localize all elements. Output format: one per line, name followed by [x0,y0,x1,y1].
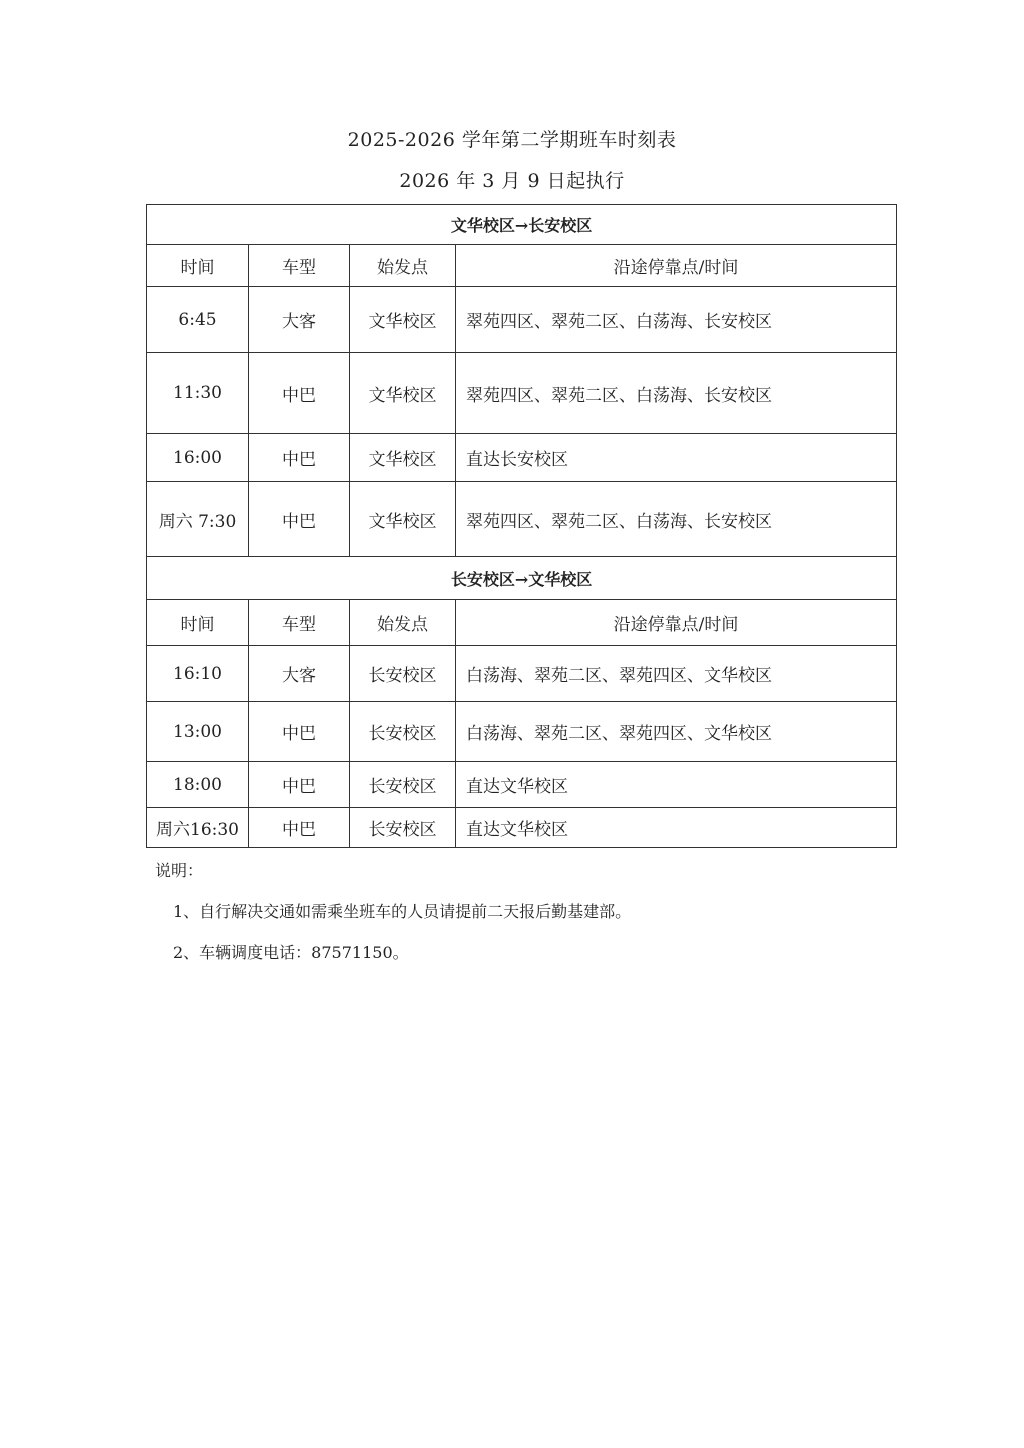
vehicle-cell: 中巴 [249,762,350,808]
time-cell: 6:45 [147,287,249,353]
time-cell: 周六16:30 [147,808,249,848]
stops-cell: 直达文华校区 [456,762,897,808]
time-cell: 16:10 [147,646,249,702]
origin-cell: 文华校区 [350,353,456,434]
vehicle-cell: 中巴 [249,434,350,482]
table-row [147,702,897,762]
time-cell: 18:00 [147,762,249,808]
bus-schedule-table [146,204,897,848]
stops-cell: 白荡海、翠苑二区、翠苑四区、文华校区 [456,646,897,702]
time-cell: 13:00 [147,702,249,762]
vehicle-cell: 中巴 [249,702,350,762]
origin-cell: 长安校区 [350,762,456,808]
stops-cell: 直达长安校区 [456,434,897,482]
table-row [147,808,897,848]
origin-cell: 文华校区 [350,434,456,482]
stops-cell: 翠苑四区、翠苑二区、白荡海、长安校区 [456,353,897,434]
table-row [147,762,897,808]
note-item: 1、自行解决交通如需乘坐班车的人员请提前二天报后勤基建部。 [173,902,632,921]
vehicle-cell: 大客 [249,646,350,702]
section-heading: 文华校区→长安校区 [147,205,897,245]
column-header-vehicle: 车型 [249,600,350,646]
origin-cell: 长安校区 [350,702,456,762]
vehicle-cell: 中巴 [249,808,350,848]
origin-cell: 文华校区 [350,482,456,557]
time-cell: 11:30 [147,353,249,434]
notes-heading: 说明： [155,861,204,880]
table-row [147,646,897,702]
column-header-row [147,245,897,287]
section-heading-row [147,557,897,600]
time-cell: 周六 7:30 [147,482,249,557]
origin-cell: 长安校区 [350,646,456,702]
vehicle-cell: 中巴 [249,482,350,557]
vehicle-cell: 中巴 [249,353,350,434]
stops-cell: 翠苑四区、翠苑二区、白荡海、长安校区 [456,287,897,353]
column-header-time: 时间 [147,245,249,287]
stops-cell: 直达文华校区 [456,808,897,848]
table-row [147,482,897,557]
column-header-row [147,600,897,646]
column-header-origin: 始发点 [350,600,456,646]
column-header-origin: 始发点 [350,245,456,287]
origin-cell: 文华校区 [350,287,456,353]
section-heading: 长安校区→文华校区 [147,557,897,600]
table-row [147,287,897,353]
note-item: 2、车辆调度电话：87571150。 [173,943,409,962]
column-header-stops: 沿途停靠点/时间 [456,600,897,646]
section-heading-row [147,205,897,245]
stops-cell: 白荡海、翠苑二区、翠苑四区、文华校区 [456,702,897,762]
effective-date: 2026 年 3 月 9 日起执行 [399,170,625,192]
time-cell: 16:00 [147,434,249,482]
column-header-time: 时间 [147,600,249,646]
stops-cell: 翠苑四区、翠苑二区、白荡海、长安校区 [456,482,897,557]
vehicle-cell: 大客 [249,287,350,353]
table-row [147,353,897,434]
column-header-vehicle: 车型 [249,245,350,287]
origin-cell: 长安校区 [350,808,456,848]
page-title: 2025-2026 学年第二学期班车时刻表 [347,129,677,151]
table-row [147,434,897,482]
column-header-stops: 沿途停靠点/时间 [456,245,897,287]
